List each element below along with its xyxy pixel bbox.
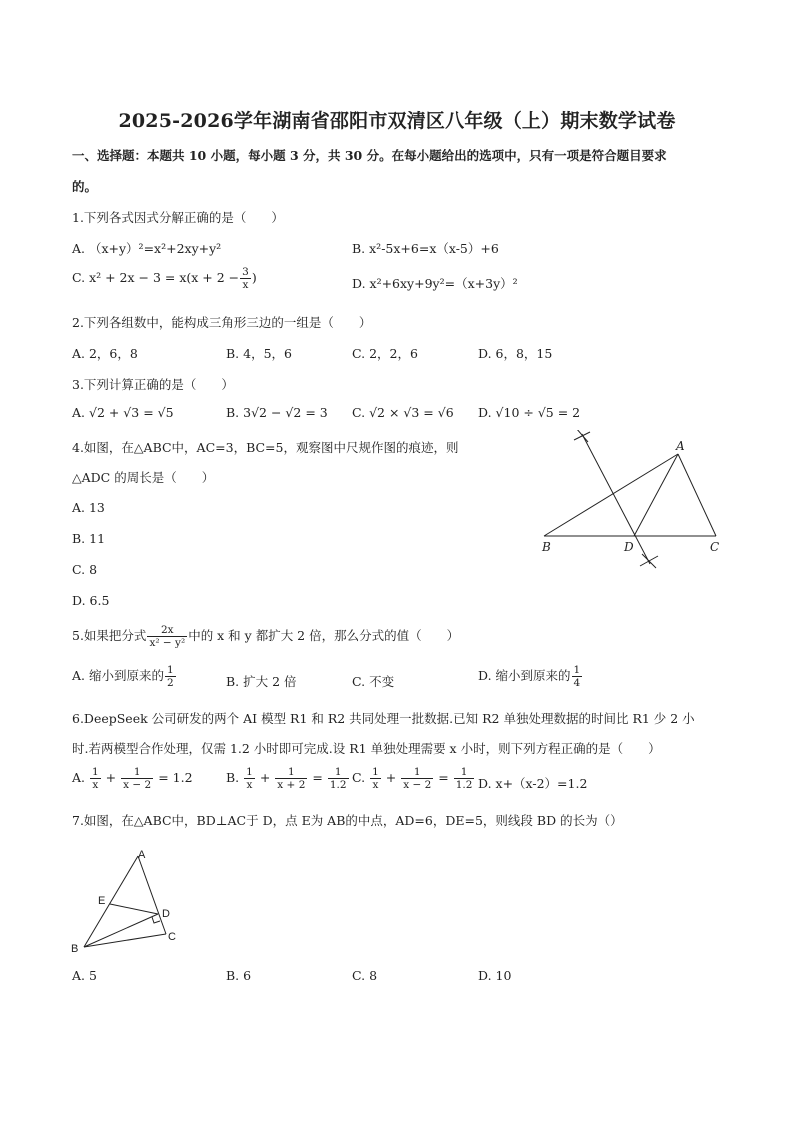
q6-b-frac1-num: 1 (246, 766, 253, 778)
q4-side-ba (544, 454, 678, 536)
q5-fraction (147, 624, 187, 649)
q7-label-a: A (138, 849, 146, 861)
q6-c-frac3 (454, 766, 475, 791)
section-instruction-line1: 一、选择题：本题共 10 小题，每小题 3 分，共 30 分。在每小题给出的选项中，只有一项是符合题目要求 (72, 148, 667, 163)
q1-option-d: D. x²+6xy+9y²=（x+3y）² (352, 276, 518, 291)
q1-option-b: B. x²-5x+6=x（x-5）+6 (352, 241, 499, 256)
q4-stem-line1: 4.如图，在△ABC中，AC=3，BC=5，观察图中尺规作图的痕迹，则 (72, 440, 459, 455)
q6-b-frac1-den: x (246, 779, 253, 792)
q4-option-b: B. 11 (72, 531, 106, 546)
q6-a-plus: + (105, 770, 117, 786)
q7-label-b: B (71, 943, 79, 955)
q7-label-e: E (98, 895, 106, 907)
q1-option-c (72, 266, 257, 291)
q6-option-c (352, 766, 475, 791)
q5-option-d-den: 4 (573, 677, 581, 690)
q6-b-frac2-num: 1 (275, 766, 307, 779)
q6-b-frac2 (275, 766, 307, 791)
q5-option-a-den: 2 (166, 677, 174, 690)
q7-triangle-figure (62, 842, 192, 962)
q6-option-b-letter: B. (226, 770, 240, 786)
q6-c-frac1-den: x (372, 779, 379, 792)
q5-option-b: B. 扩大 2 倍 (226, 674, 297, 689)
q1-option-c-fraction (240, 266, 251, 291)
q7-option-c: C. 8 (352, 968, 378, 983)
q5-fraction-num: 2x (147, 624, 187, 637)
q6-b-eq: = (312, 770, 323, 786)
q6-stem-line2: 时.若两模型合作处理，仅需 1.2 小时即可完成.设 R1 单独处理需要 x 小时，则下列方程正确的是（ ） (72, 741, 661, 756)
q1-option-c-den: x (242, 279, 249, 292)
q6-a-frac1-den: x (92, 779, 99, 792)
q6-b-frac1 (244, 766, 255, 791)
q6-c-frac2 (401, 766, 433, 791)
q6-c-plus: + (385, 770, 397, 786)
q6-b-frac2-den: x + 2 (277, 779, 306, 792)
q5-option-d (478, 664, 583, 689)
q7-side-bc (84, 934, 166, 947)
q6-a-rhs: = 1.2 (158, 770, 193, 786)
q6-b-frac3-num: 1 (328, 766, 349, 779)
q6-c-frac3-num: 1 (454, 766, 475, 779)
q5-option-a (72, 664, 177, 689)
q6-option-d: D. x+（x-2）=1.2 (478, 776, 588, 791)
q4-triangle-figure (530, 430, 730, 580)
q2-option-d: D. 6，8，15 (478, 346, 553, 361)
q6-option-b (226, 766, 350, 791)
page-title: 2025-2026学年湖南省邵阳市双清区八年级（上）期末数学试卷 (118, 110, 676, 132)
q5-stem (72, 624, 459, 649)
q7-side-ab (84, 856, 138, 947)
q7-option-b: B. 6 (226, 968, 252, 983)
q5-option-d-num: 1 (573, 664, 581, 676)
q4-option-a: A. 13 (72, 500, 105, 515)
q1-option-c-num: 3 (242, 266, 249, 278)
q2-option-c: C. 2，2，6 (352, 346, 418, 361)
q6-c-frac1 (370, 766, 381, 791)
q1-option-c-pre: C. x² + 2x − 3 = x(x + 2 − (72, 270, 240, 286)
q2-option-b: B. 4，5，6 (226, 346, 292, 361)
q5-stem-pre: 5.如果把分式 (72, 628, 147, 644)
q6-a-frac2-num: 1 (121, 766, 153, 779)
q3-option-c: C. √2 × √3 = √6 (352, 405, 454, 420)
q4-option-d: D. 6.5 (72, 593, 110, 608)
q5-option-d-pre: D. 缩小到原来的 (478, 668, 571, 684)
q6-option-a-letter: A. (72, 770, 86, 786)
q3-option-d: D. √10 ÷ √5 = 2 (478, 405, 581, 420)
q6-option-a (72, 766, 193, 791)
q6-a-frac2-den: x − 2 (123, 779, 152, 792)
q7-side-ac (138, 856, 166, 934)
q1-option-a: A. （x+y）²=x²+2xy+y² (72, 241, 222, 256)
q6-b-frac3 (328, 766, 349, 791)
q4-stem-line2: △ADC 的周长是（ ） (72, 470, 215, 485)
q5-option-d-fraction (572, 664, 583, 689)
q4-segment-ad (634, 454, 678, 536)
q6-c-frac2-num: 1 (401, 766, 433, 779)
q5-option-a-fraction (165, 664, 176, 689)
q4-arc-mark-top-2 (574, 432, 590, 440)
q5-option-a-pre: A. 缩小到原来的 (72, 668, 164, 684)
q7-option-a: A. 5 (72, 968, 97, 983)
q4-arc-mark-bottom-2 (640, 556, 658, 566)
q7-stem: 7.如图，在△ABC中，BD⊥AC于 D，点 E为 AB的中点，AD=6，DE=5，则线段 BD 的长为（） (72, 813, 623, 828)
q6-c-frac2-den: x − 2 (403, 779, 432, 792)
q5-fraction-den: x² − y² (149, 637, 186, 650)
q2-option-a: A. 2，6，8 (72, 346, 138, 361)
q5-option-a-num: 1 (166, 664, 174, 676)
q1-option-c-post: ) (251, 270, 257, 286)
q7-option-d: D. 10 (478, 968, 512, 983)
q6-stem-line1: 6.DeepSeek 公司研发的两个 AI 模型 R1 和 R2 共同处理一批数据.已知 R2 单独处理数据的时间比 R1 少 2 小 (72, 711, 695, 726)
q4-perpendicular-bisector (582, 434, 650, 564)
q7-right-angle-mark (152, 917, 160, 923)
q3-option-b: B. 3√2 − √2 = 3 (226, 405, 328, 420)
section-instruction-line2: 的。 (72, 179, 98, 194)
q4-label-d: D (624, 540, 634, 554)
q7-segment-bd (84, 914, 158, 947)
q7-label-c: C (168, 931, 176, 943)
q4-label-b: B (542, 540, 551, 554)
q1-stem: 1.下列各式因式分解正确的是（ ） (72, 210, 284, 225)
q6-a-frac2 (121, 766, 153, 791)
q7-segment-ed (110, 904, 158, 914)
q2-stem: 2.下列各组数中，能构成三角形三边的一组是（ ） (72, 315, 372, 330)
q4-option-c: C. 8 (72, 562, 98, 577)
q5-option-c: C. 不变 (352, 674, 395, 689)
q6-c-frac1-num: 1 (372, 766, 379, 778)
q5-stem-post: 中的 x 和 y 都扩大 2 倍，那么分式的值（ ） (188, 628, 460, 644)
q6-a-frac1 (90, 766, 101, 791)
q6-b-plus: + (259, 770, 271, 786)
q4-label-c: C (710, 540, 720, 554)
q6-c-eq: = (438, 770, 449, 786)
q3-stem: 3.下列计算正确的是（ ） (72, 377, 234, 392)
q3-option-a: A. √2 + √3 = √5 (72, 405, 174, 420)
q7-label-d: D (162, 908, 170, 920)
q6-b-frac3-den: 1.2 (329, 779, 347, 792)
q6-option-c-letter: C. (352, 770, 366, 786)
q4-label-a: A (676, 439, 685, 453)
q6-c-frac3-den: 1.2 (455, 779, 473, 792)
q4-side-ac (678, 454, 716, 536)
q6-a-frac1-num: 1 (92, 766, 99, 778)
